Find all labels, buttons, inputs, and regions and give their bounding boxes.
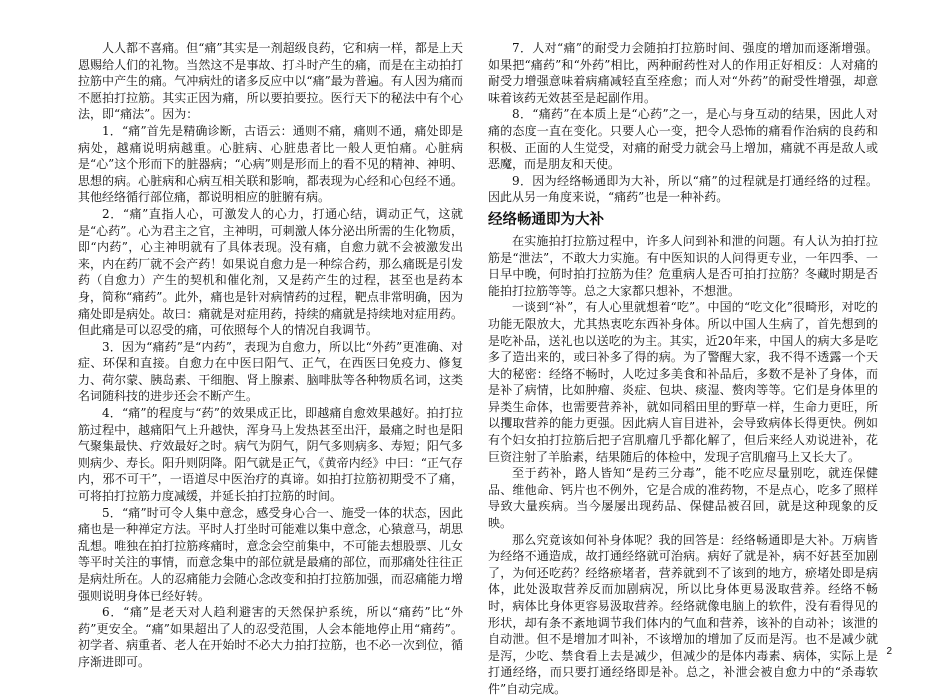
point-2-paragraph: 2．“痛”直指人心，可激发人的心力，打通心结，调动正气，这就是“心药”。心为君主之官，主神明，可刺激人体分泌出所需的生化物质，即“内药”，心主神明就有了具体表现。没有痛，自愈力就不会被激发出来，内在药厂就不会产药！如果说自愈力是一种综合药，那么痛既是引发药（自愈力）产生的契机和催化剂，又是药产生的过程，甚至也是药本身，简称“痛药”。此外，痛也是针对病情药的过程，靶点非常明确，因为痛处即是病处。故曰：痛就是对症用药，持续的痛就是持续地对症用药。但此痛是可以忍受的痛，可依照每个人的情况自我调节。 bbox=[78, 206, 463, 338]
page-number: 2 bbox=[886, 646, 892, 657]
section-paragraph-1: 在实施拍打拉筋过程中，许多人问到补和泄的问题。有人认为拍打拉筋是“泄法”，不敢大力实施。有中医知识的人问得更专业，一年四季、一日早中晚，何时拍打拉筋为佳？危重病人是否可拍打拉筋？冬藏时期是否能拍打拉筋等等。总之大家都只想补，不想泄。 bbox=[488, 233, 878, 298]
left-column bbox=[78, 40, 463, 671]
section-paragraph-4: 那么究竟该如何补身体呢？我的回答是：经络畅通即是大补。万病皆为经络不通造成，故打通经络就可治病。病好了就是补，病不好甚至加剧了，为何还吃药？经络瘀堵者，营养就到不了该到的地方，瘀堵处即是病体，此处汲取营养反而加剧病况，所以比身体更易汲取营养。经络不畅时，病体比身体更容易汲取营养。经络就像电脑上的软件，没有看得见的形状，却有条不紊地调节我们体内的气血和营养，该补的自动补；该泄的自动泄。但不是增加才叫补，不该增加的增加了反而是泻。也不是减少就是泻，少吃、禁食看上去是减少，但减少的是体内毒素、病体，实际上是打通经络，而只要打通经络即是补。总之，补泄会被自愈力中的“杀毒软件”自动完成。 bbox=[488, 532, 878, 696]
section-paragraph-2: 一谈到“补”，有人心里就想着“吃”。中国的“吃文化”很畸形，对吃的功能无限放大，尤其热衷吃东西补身体。所以中国人生病了，首先想到的是吃补品，送礼也以送吃的为主。其实，近20年来，中国人的病大多是吃多了造出来的，或曰补多了得的病。为了警醒大家，我不得不透露一个天大的秘密：经络不畅时，人吃过多美食和补品后，多数不是补了身体，而是补了病情，比如肿瘤、炎症、包块、痰湿、赘肉等等。它们是身体里的异类生命体，也需要营养补，就如同稻田里的野草一样，生命力更旺，所以攫取营养的能力更强。因此病人盲目进补，会导致病体长得更快。例如有个妇女拍打拉筋后把子宫肌瘤几乎都化解了，但后来经人劝说进补，花巨资注射了羊胎素，结果随后的体检中，发现子宫肌瘤马上又长大了。 bbox=[488, 300, 878, 464]
point-6-paragraph: 6．“痛”是老天对人趋利避害的天然保护系统，所以“痛药”比“外药”更安全。“痛”如果超出了人的忍受范围，人会本能地停止用“痛药”。初学者、病重者、老人在开始时不必大力拍打拉筋，也不必一次到位，循序渐进即可。 bbox=[78, 605, 463, 669]
point-5-paragraph: 5．“痛”时可令人集中意念，感受身心合一、施受一体的状态，因此痛也是一种禅定方法。平时人打坐时可能难以集中意念，心猿意马，胡思乱想。唯独在拍打拉筋疼痛时，意念会空前集中，不可能去想股票、儿女等平时关注的事情，而意念集中的部位就是最痛的部位，而那痛处往往正是病灶所在。人的忍痛能力会随心念改变和拍打拉筋加强，而忍痛能力增强则说明身体已经好转。 bbox=[78, 505, 463, 603]
point-1-paragraph: 1．“痛”首先是精确诊断，古语云：通则不痛，痛则不通，痛处即是病处，越痛说明病越重。心脏病、心脏患者比一般人更怕痛。心脏病是“心”这个形而下的脏器病；“心病”则是形而上的看不见的精神、神明、思想的病。心脏病和心病互相关联和影响，都表现为心经和心包经不通。其他经络循行部位痛，都说明相应的脏腑有病。 bbox=[78, 123, 463, 205]
right-column bbox=[488, 40, 878, 698]
point-8-paragraph: 8．“痛药”在本质上是“心药”之一，是心与身互动的结果，因此人对痛的态度一直在变化。只要人心一变，把令人恐怖的痛看作治病的良药和积极、正面的人生觉受，对痛的耐受力就会马上增加，痛就不再是敌人或恶魔，而是朋友和天使。 bbox=[488, 107, 878, 172]
point-3-paragraph: 3．因为“痛药”是“内药”，表现为自愈力，所以比“外药”更准确、对症、环保和直接。自愈力在中医曰阳气、正气，在西医曰免疫力、修复力、荷尔蒙、胰岛素、干细胞、肾上腺素、脑啡肽等各种物质名词，这类名词随科技的进步还会不断产生。 bbox=[78, 339, 463, 404]
intro-paragraph: 人人都不喜痛。但“痛”其实是一剂超级良药，它和病一样，都是上天恩赐给人们的礼物。当然这不是事故、打斗时产生的痛，而是在主动拍打拉筋中产生的痛。气冲病灶的诸多反应中以“痛”最为普遍。有人因为痛而不愿拍打拉筋。其实正因为痛，所以要拍要拉。医行天下的秘法中有个心法，即“痛法”。因为： bbox=[78, 41, 463, 122]
point-9-paragraph: 9．因为经络畅通即为大补，所以“痛”的过程就是打通经络的过程。因此从另一角度来说，“痛药”也是一种补药。 bbox=[488, 173, 878, 205]
point-7-paragraph: 7．人对“痛”的耐受力会随拍打拉筋时间、强度的增加而逐渐增强。如果把“痛药”和“外药”相比，两种耐药性对人的作用正好相反：人对痛的耐受力增强意味着病痛减轻直至痊愈；而人对“外药”的耐受性增强，却意味着该药无效甚至是起副作用。 bbox=[488, 41, 878, 105]
section-paragraph-3: 至于药补，路人皆知“是药三分毒”，能不吃应尽量别吃，就连保健品、维他命、钙片也不例外，它是合成的准药物，不是点心，吃多了照样导致大量疾病。当今屡屡出现药品、保健品被召回，就是这种现象的反映。 bbox=[488, 466, 878, 531]
point-4-paragraph: 4．“痛”的程度与“药”的效果成正比，即越痛自愈效果越好。拍打拉筋过程中，越痛阳气上升越快，浑身马上发热甚至出汗，最痛之时也是阳气聚集最快、疗效最好之时。病气为阴气，阴气多则病多、寿短；阳气多则病少、寿长。阳升则阴降。阳气就是正气，《黄帝内经》中曰：“正气存内，邪不可干”，一语道尽中医治疗的真谛。如拍打拉筋初期受不了痛，可将拍打拉筋力度减缓，并延长拍打拉筋的时间。 bbox=[78, 406, 463, 504]
section-heading: 经络畅通即为大补 bbox=[488, 211, 604, 228]
